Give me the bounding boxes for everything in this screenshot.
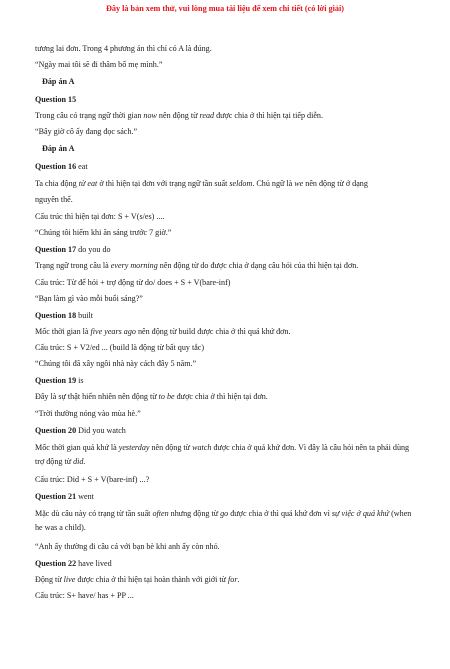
question-heading: Question 16 eat — [35, 162, 88, 171]
preview-banner: Đây là bản xem thử, vui lòng mua tài liệu để xem chi tiết (có lời giải) — [105, 4, 344, 13]
question-heading: Question 17 do you do — [35, 245, 111, 254]
translation-line: “Anh ấy thường đi câu cá với bạn bè khi anh ấy còn nhỏ. — [35, 542, 220, 551]
answer-line — [35, 143, 420, 154]
answer-label: Đáp án A — [42, 144, 75, 153]
question-heading: Question 20 Did you watch — [35, 426, 126, 435]
structure-line: Cấu trúc: S + V2/ed ... (build là động từ bất quy tắc) — [35, 343, 205, 352]
answer-label: Đáp án A — [42, 77, 75, 86]
structure-line: Cấu trúc: Từ để hỏi + trợ động từ do/ does + S + V(bare-inf) — [35, 278, 231, 287]
translation-line: “Chúng tôi đã xây ngôi nhà này cách đây 5 năm.” — [35, 359, 197, 368]
translation-line: “Ngày mai tôi sẽ đi thăm bố mẹ mình.” — [35, 60, 163, 69]
explanation-line: Mốc thời gian là five years ago nên động từ build được chia ở thì quá khứ đơn. — [35, 327, 291, 336]
answer-line — [35, 76, 420, 87]
explanation-line: nguyên thể. — [35, 195, 73, 204]
explanation-line: Mặc dù câu này có trạng từ tần suất often nhưng động từ go được chia ở thì quá khứ đơn vì sự việc ở quá khứ (when he was a child). — [35, 509, 412, 532]
question-heading: Question 18 built — [35, 311, 94, 320]
translation-line: “Bạn làm gì vào mỗi buổi sáng?” — [35, 294, 143, 303]
explanation-line: Đây là sự thật hiển nhiên nên động từ to be được chia ở thì hiện tại đơn. — [35, 392, 268, 401]
translation-line: “Bây giờ cô ấy đang đọc sách.” — [35, 127, 138, 136]
translation-line: “Chúng tôi hiếm khi ăn sáng trước 7 giờ.” — [35, 228, 172, 237]
structure-line: Cấu trúc: S+ have/ has + PP ... — [35, 591, 134, 600]
explanation-line: Trạng ngữ trong câu là every morning nên động từ do được chia ở dạng câu hỏi của thì hiện tại đơn. — [35, 261, 359, 270]
explanation-line: Trong câu có trạng ngữ thời gian now nên động từ read được chia ở thì hiện tại tiếp diễn. — [35, 111, 323, 120]
explanation-line: Mốc thời gian quá khứ là yesterday nên động từ watch được chia ở quá khứ đơn. Vì đây là câu hỏi nên ta phải dùng trợ động từ did. — [35, 443, 410, 466]
structure-line: Cấu trúc: Did + S + V(bare-inf) ...? — [35, 475, 150, 484]
translation-line: “Trời thường nóng vào mùa hè.” — [35, 409, 141, 418]
explanation-line: Ta chia động từ eat ở thì hiện tại đơn với trạng ngữ tần suất seldom. Chủ ngữ là we nên động từ ở dạng — [35, 179, 368, 188]
document-body — [35, 43, 420, 601]
text-line: tương lai đơn. Trong 4 phương án thì chỉ có A là đúng. — [35, 44, 212, 53]
question-heading: Question 22 have lived — [35, 559, 112, 568]
structure-line: Cấu trúc thì hiện tại đơn: S + V(s/es) .... — [35, 212, 165, 221]
explanation-line: Động từ live được chia ở thì hiện tại hoàn thành với giới từ for. — [35, 575, 240, 584]
question-heading: Question 21 went — [35, 492, 94, 501]
question-heading: Question 19 is — [35, 376, 84, 385]
question-title: Question 15 — [35, 95, 77, 104]
